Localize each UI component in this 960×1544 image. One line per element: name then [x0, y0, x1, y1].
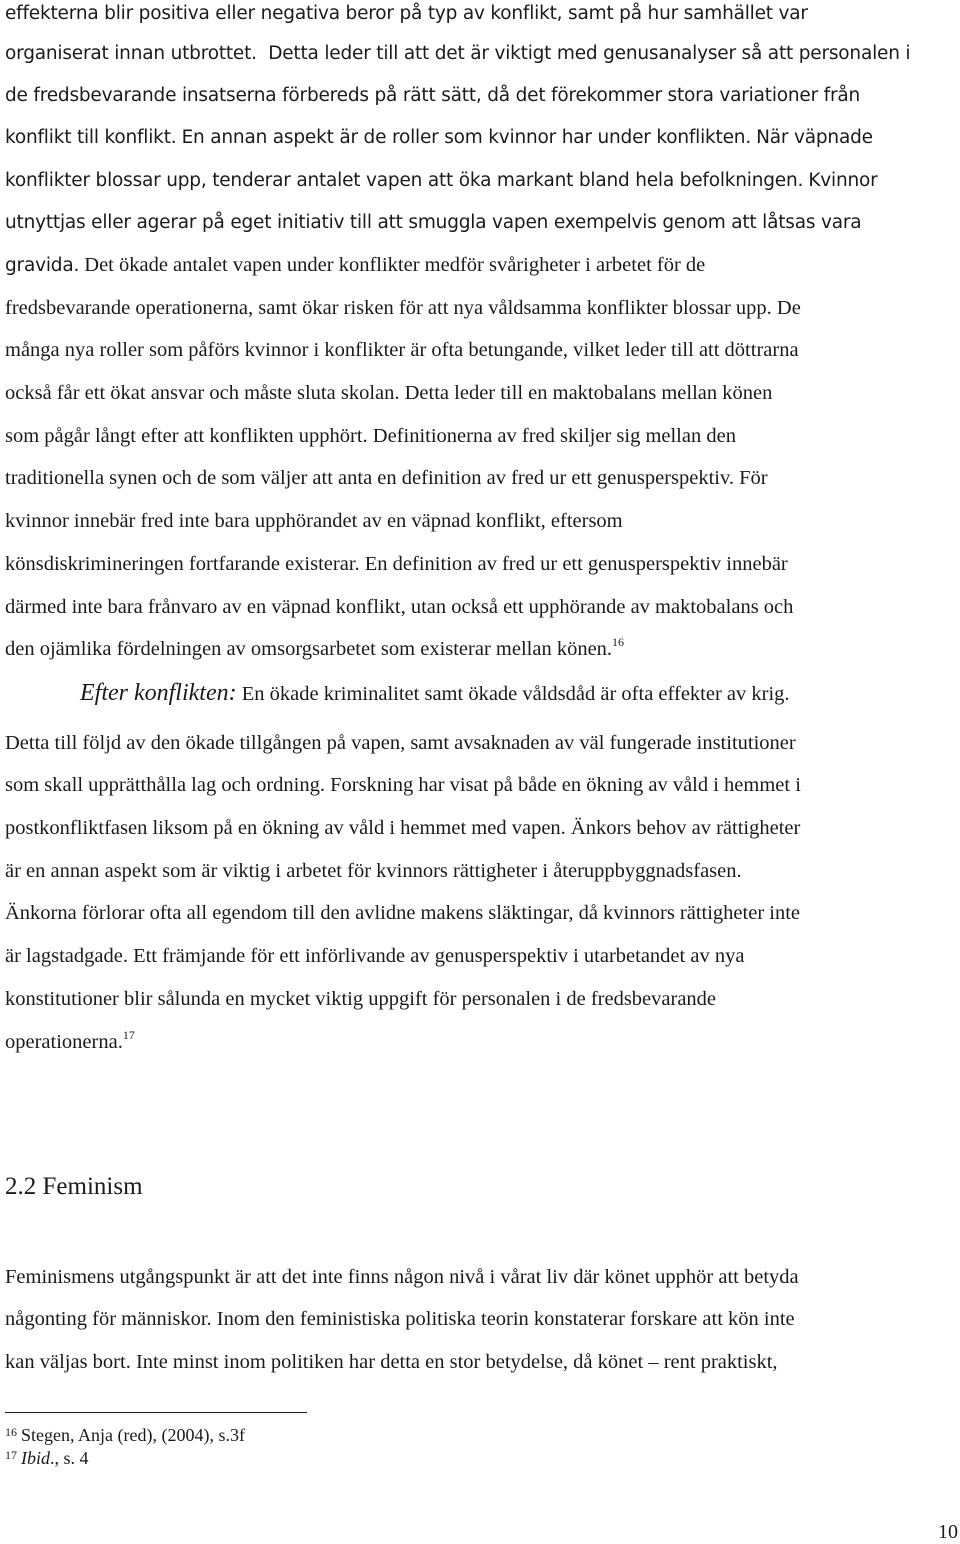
text-line	[5, 986, 716, 1012]
line-text: många nya roller som påförs kvinnor i konflikter är ofta betungande, vilket leder till att döttrarna	[5, 339, 799, 361]
line-text: För	[739, 467, 768, 489]
line-text: De	[776, 297, 801, 319]
text-line	[5, 1029, 135, 1057]
line-text: traditionella synen och de som väljer att anta en definition av fred ur ett genusperspektiv.	[5, 467, 735, 489]
text-line	[5, 730, 796, 756]
line-text: När väpnade	[756, 127, 873, 148]
line-text: Feminismens utgångspunkt är att det inte finns någon nivå i vårat liv där könet upphör att betyda	[5, 1266, 799, 1288]
line-text: fredsbevarande operationerna, samt ökar risken för att nya våldsamma konflikter blossar upp.	[5, 297, 772, 319]
text-line	[5, 465, 768, 491]
subsection-label: Efter konflikten:	[80, 680, 237, 706]
line-text: konflikt till konflikt.	[5, 127, 177, 148]
footnote-text: ., s. 4	[50, 1448, 89, 1468]
footnote-ref: 17	[122, 1028, 135, 1042]
footnote	[5, 1447, 89, 1471]
line-text: Kvinnor	[808, 170, 878, 191]
line-text: kvinnor innebär fred inte bara upphörandet av en väpnad konflikt, eftersom	[5, 510, 623, 532]
line-text: konflikter blossar upp, tenderar antalet vapen att öka markant bland hela befolkningen.	[5, 170, 804, 191]
text-line	[5, 1306, 795, 1332]
line-text: postkonfliktfasen liksom på en ökning av våld i hemmet med vapen. Änkors behov av rättigheter	[5, 817, 801, 839]
line-text: Detta leder till en maktobalans mellan könen	[404, 382, 773, 404]
line-text: könsdiskrimineringen fortfarande existerar.	[5, 553, 360, 575]
text-line	[5, 82, 860, 109]
text-line	[5, 337, 799, 363]
footnote	[5, 1424, 245, 1448]
footnote-number: 16	[5, 1425, 17, 1439]
line-text: den ojämlika fördelningen av omsorgsarbetet som existerar mellan könen.	[5, 638, 613, 660]
line-text: de fredsbevarande insatserna förbereds på rätt sätt, då det förekommer stora variationer från	[5, 85, 861, 106]
text-line	[5, 1349, 778, 1375]
footnote-italic-text: Ibid	[21, 1448, 50, 1468]
footnote-separator	[5, 1412, 307, 1413]
line-text: operationerna.	[5, 1031, 123, 1053]
text-line	[5, 1264, 799, 1290]
page-number: 10	[938, 1521, 958, 1543]
text-line	[5, 209, 861, 236]
text-line	[5, 858, 742, 884]
text-line	[5, 380, 772, 406]
line-text: som skall upprätthålla lag och ordning. Forskning har visat på både en ökning av våld i hemmet i	[5, 774, 801, 796]
line-text: konstitutioner blir sålunda en mycket viktig uppgift för personalen i de fredsbevarande	[5, 988, 717, 1010]
line-text: En ökade kriminalitet samt ökade våldsdåd är ofta effekter av krig.	[236, 683, 790, 705]
text-line	[5, 943, 744, 969]
text-line	[5, 423, 736, 449]
footnote-ref: 16	[612, 635, 625, 649]
text-line	[5, 815, 800, 841]
text-line	[5, 0, 808, 27]
text-line	[5, 551, 788, 577]
line-text: utnyttjas eller agerar på eget initiativ till att smuggla vapen exempelvis genom att låtsas vara	[5, 212, 862, 233]
line-text: En annan aspekt är de roller som kvinnor har under konflikten.	[181, 127, 752, 148]
text-line	[5, 508, 623, 534]
text-line	[5, 124, 873, 151]
line-text: En definition av fred ur ett genusperspektiv innebär	[364, 553, 788, 575]
line-text: är lagstadgade. Ett främjande för ett införlivande av genusperspektiv i utarbetandet av nya	[5, 945, 745, 967]
line-text: är en annan aspekt som är viktig i arbetet för kvinnors rättigheter i återuppbyggnadsfasen.	[5, 860, 742, 882]
text-line	[5, 772, 801, 798]
text-line	[80, 680, 790, 707]
text-line	[5, 594, 793, 620]
text-line	[5, 900, 800, 926]
line-text: Det ökade antalet vapen under konflikter medför svårigheter i arbetet för de	[84, 254, 706, 276]
text-line	[5, 167, 878, 194]
line-text: organiserat innan utbrottet. Detta leder till att det är viktigt med genusanalyser så att personalen i	[5, 43, 911, 64]
line-text: därmed inte bara frånvaro av en väpnad konflikt, utan också ett upphörande av maktobalans och	[5, 596, 794, 618]
footnote-text: Stegen, Anja (red), (2004), s.3f	[21, 1425, 245, 1445]
line-text: Definitionerna av fred skiljer sig mellan den	[372, 425, 736, 447]
text-line	[5, 252, 705, 279]
line-text: effekterna blir positiva eller negativa beror på typ av konflikt, samt på hur samhället var	[5, 3, 808, 24]
line-text: också får ett ökat ansvar och måste sluta skolan.	[5, 382, 400, 404]
line-text: någonting för människor. Inom den feministiska politiska teorin konstaterar forskare att kön inte	[5, 1308, 795, 1330]
section-heading: 2.2 Feminism	[5, 1173, 143, 1200]
text-line	[5, 40, 910, 67]
text-line	[5, 636, 624, 664]
line-text: som pågår långt efter att konflikten upphört.	[5, 425, 368, 447]
line-text: kan väljas bort. Inte minst inom politiken har detta en stor betydelse, då könet – rent praktiskt,	[5, 1351, 778, 1373]
text-line	[5, 295, 801, 321]
line-text: gravida.	[5, 255, 80, 276]
footnote-number: 17	[5, 1448, 17, 1462]
line-text: Änkorna förlorar ofta all egendom till den avlidne makens släktingar, då kvinnors rättigheter inte	[5, 902, 801, 924]
line-text: Detta till följd av den ökade tillgången på vapen, samt avsaknaden av väl fungerade institutioner	[5, 732, 796, 754]
